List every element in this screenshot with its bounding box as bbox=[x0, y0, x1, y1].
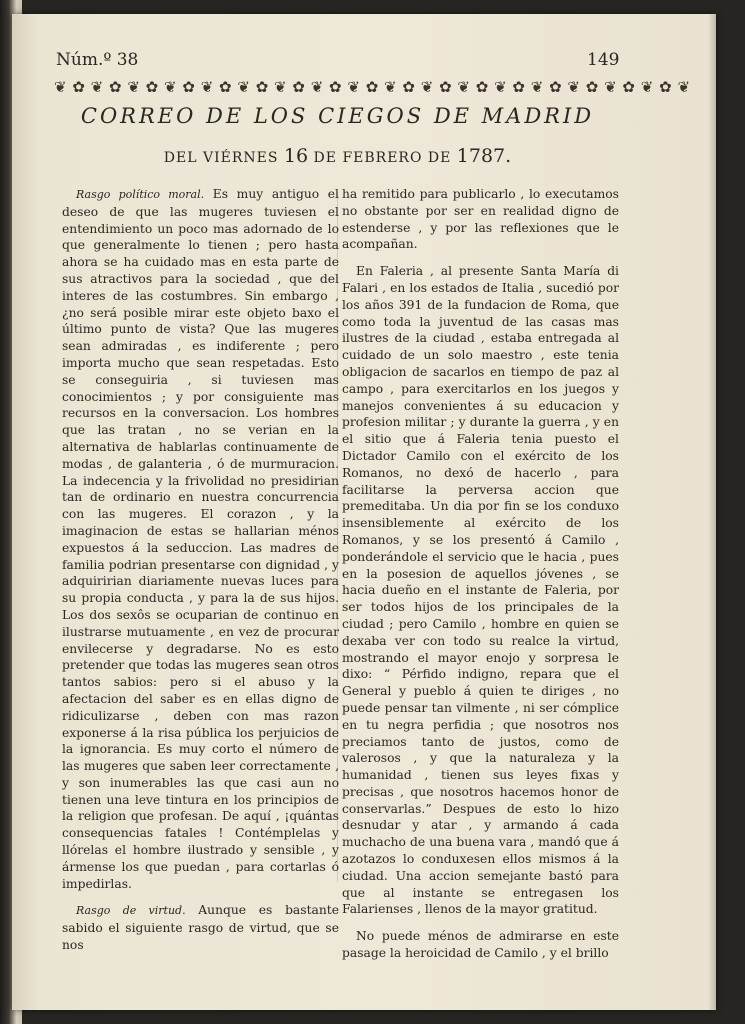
right-column bbox=[342, 186, 619, 961]
article-body-political: Es muy antiguo el deseo de que las mugeres tuviesen el entendimiento un poco mas adornado de lo que generalmente lo tienen ; pero hasta ahora se ha cuidado mas en esta parte de sus atractivos para la sociedad , que del interes de las costumbres. Sin embargo , ¿no será posible mirar este objeto baxo el último punto de vista? Que las mugeres sean admiradas , es indiferente ; pero importa mucho que sean respetadas. Esto se conseguiria , si tuviesen mas conocimientos ; y por consiguiente mas recursos en la conversacion. Los hombres que las tratan , no se verian en la alternativa de hablarlas continuamente de modas , de galanteria , ó de murmuracion. La indecencia y la frivolidad no presidirian tan de ordinario en nuestra concurrencia con las mugeres. El corazon , y la imaginacion de estas se hallarian ménos expuestos á la seduccion. Las madres de familia podrian presentarse con dignidad , y adquiririan diariamente nuevas luces para su propia conducta , y para la de sus hijos. Los dos sexôs se ocuparian de continuo en ilustrarse mutuamente , en vez de procurar envilecerse y degradarse. No es esto pretender que todas las mugeres sean otros tantos sabios: pero si el abuso y la afectacion del saber es en ellas digno de ridiculizarse , deben con mas razon exponerse á la risa pública los perjuicios de la ignorancia. Es muy corto el número de las mugeres que saben leer correctamente , y son inumerables las que casi aun no tienen una leve tintura en los principios de la religion que profesan. De aquí , ¡quántas consequencias fatales ! Contémplelas y llórelas el hombre ilustrado y sensible , y ármense los que puedan , para cortarlas ó impedirlas. bbox=[62, 187, 339, 891]
article-body-virtue-start: Aunque es bastante sabido el siguiente rasgo de virtud, que se nos bbox=[62, 903, 339, 953]
article-virtue-continuation: ha remitido para publicarlo , lo executamos no obstante por ser en realidad digno de estenderse , y por las reflexiones que le acompañan. bbox=[342, 187, 619, 252]
column-divider bbox=[337, 192, 338, 882]
newspaper-title: CORREO DE LOS CIEGOS DE MADRID bbox=[80, 104, 595, 128]
article-political-moral bbox=[62, 186, 339, 892]
left-column bbox=[62, 186, 339, 953]
article-lead-virtue: Rasgo de virtud. bbox=[76, 904, 186, 918]
date-prefix: DEL VIÉRNES bbox=[163, 150, 279, 166]
date-year: 1787. bbox=[456, 145, 512, 167]
page-number: 149 bbox=[587, 50, 620, 70]
ornamental-border: ❦ ✿ ❦ ✿ ❦ ✿ ❦ ✿ ❦ ✿ ❦ ✿ ❦ ✿ ❦ ✿ ❦ ✿ ❦ ✿ ❦ ✿ ❦ ✿ ❦ ✿ ❦ ✿ ❦ ✿ ❦ ✿ ❦ ✿ ❦ bbox=[54, 78, 691, 96]
page-edge-shadow bbox=[708, 14, 716, 1010]
article-faleria-story: En Faleria , al presente Santa María di Falari , en los estados de Italia , sucedió por los años 391 de la fundacion de Roma, que como toda la juventud de las casas mas ilustres de la ciudad , estaba entregada al cuidado de un solo maestro , este tenia obligacion de sacarlos en tiempo de paz al campo , para exercitarlos en los juegos y manejos convenientes á su educacion y profesion militar ; y durante la guerra , y en el sitio que á Faleria tenia puesto el Dictador Camilo con el exército de los Romanos, no dexó de hacerlo , para facilitarse la perversa accion que premeditaba. Un dia por fin se los conduxo insensiblemente al exército de los Romanos, y se los presentó á Camilo , ponderándole el servicio que le hacia , pues en la posesion de aquellos jóvenes , se hacia dueño en el instante de Faleria, por ser todos hijos de los principales de la ciudad ; pero Camilo , hombre en quien se dexaba ver con todo su realce la virtud, mostrando el mayor enojo y sorpresa le dixo: “ Pérfido indigno, repara que el General y pueblo á quien te diriges , no puede pensar tan vilmente , ni ser cómplice en tu negra perfidia ; que nosotros nos preciamos tanto de justos, como de valerosos , y que la naturaleza y la humanidad , tienen sus leyes fixas y precisas , que nosotros hacemos honor de conservarlas.” Despues de esto lo hizo desnudar y atar , y armando á cada muchacho de una buena vara , mandó que á azotazos lo conduxesen ellos mismos á la ciudad. Una accion semejante bastó para que al instante se entregasen los Falarienses , llenos de la mayor gratitud. bbox=[342, 264, 619, 917]
date-day: 16 bbox=[283, 145, 309, 167]
article-lead-political: Rasgo político moral. bbox=[76, 188, 205, 201]
issue-date bbox=[54, 145, 621, 167]
newspaper-page bbox=[12, 14, 716, 1010]
article-reflection: No puede ménos de admirarse en este pasage la heroicidad de Camilo , y el brillo bbox=[342, 929, 619, 961]
article-virtue-start bbox=[62, 902, 339, 953]
date-middle: DE FEBRERO DE bbox=[313, 150, 452, 166]
issue-number: Núm.º 38 bbox=[56, 50, 139, 70]
